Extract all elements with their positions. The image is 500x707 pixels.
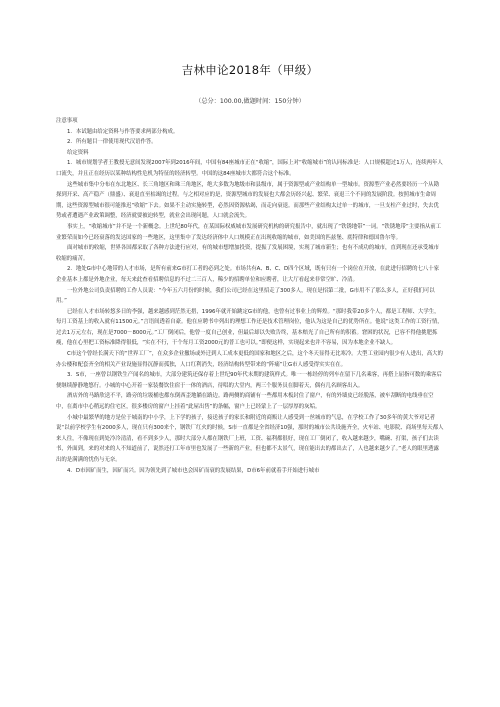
paragraph: 事实上，“收缩城市”并不是一个新概念。上世纪80年代，在某国际权威城市发展研究机构的研究报告中，就出现了“铁锈地带”一词。“铁锈地带”主要指从前工业繁荣而如今已经衰落的发达国家的一些地区，这里集中了发达经济体中人口规模正在出现收缩的城市，如美国的匹兹堡、底特律和德国鲁尔等。 xyxy=(56,223,442,241)
document-subtitle: （总分：100.00,做题时间：150分钟） xyxy=(195,98,305,105)
notice-heading: 注意事项 xyxy=(56,118,78,124)
paragraph: 已经在人才市场转悠多日的李强，越来越感到茫然无措，1996年就开始跳定G市的他，也曾有过事业上的辉煌。“那时我带20多个人，都是工程师、大学生，每月工资基上的收入就有11500元。”言语间透着自豪。他在应聘书中列出的理想工作还是技术管理岗位，他认为这是自己的优势所在。他说“这类工作的工资行情，过去1万元左右，现在是7000－8000元。”工厂倒闭后，他曾一度自己创业，但最后却以失败告终，基本赔光了自己所有的积蓄。窘困的状况，已容不得他挑肥拣瘦，他在心里把工资标准降得很低，“实在不行，干个每月工资2000元的普工也可以。”即便这样，实现起来也并不容易，因为本地企业不缺人。 xyxy=(56,308,443,347)
paragraph: 3．S市，一座曾以钢铁生产闻名的城市，大部分建筑还保存着上世纪90年代末期的建筑样式。唯一一栋经停的列车在留下几名乘客，再搭上屈指可数的乘客后便继续静静地悠行。小城的中心开着一家装餐饮住宿于一体的酒店，待唱的大堂内，两三个服务员在脚着天，偶有几名顾客出入。 xyxy=(56,372,442,389)
paragraph: 2．地处G市中心地带的人才市场，是所有前来G市打工者的必到之处。市场共有A、B、C、D四个区域，既有只有一个岗位在开放，在此进行招聘的七八十家企业基本上都是外地企业，每天来此查看招聘信息的不过二三百人，稀少的招聘单位和应聘者，让大厅看起来非常空旷、冷清。 xyxy=(56,266,440,283)
materials-heading: 给定资料 xyxy=(67,149,89,156)
paragraph: 酒店外的马路欣送不平，路旁的垃圾桶也都东倒西歪地躺在路边。路两侧的商铺有一些都用木板封住了窗户，有的外墙皮已经脱落，被车刮断的电线垂在空中，在离市中心稍远的住宅区，很多楼房的窗户上挂着“此屋出售”的条幅，窗户上已经蒙上了一层厚厚的灰垢。 xyxy=(56,393,434,411)
paragraph: 4．D市因矿而生，因矿而兴。因为领先到了城市也会因矿而衰的发展结果，D市6年前就着手开始进行城市 xyxy=(67,467,320,474)
paragraph: 小城中最繁华的地方是位于城南的中小学，上下学的孩子，接送孩子的家长和附近的商贩让人感受到一丝城市的气息，在学校工作了30多年的黄大爷对记者说“以前学校学生有2000多人，现在只有300来个，钢铁厂红火的时候，S市一直都是全省经济10强，那时的城市公共设施齐全，火车站、电影院、商场里每天都人来人往，不像现在到处冷冷清清，看不到多少人，那时大部分人都在钢铁厂上班，工资、福利都很好，现在工厂倒闭了，收入越来越少，嘴碗、打渠，孩子们去读书，外面到，来的对来的人不知道前了，说然还打工年市里也发展了一些新的产业，但也都不太景气，现在能出去的都出去了，人也越来越少了。”老人的眼里透露出的是满满的忧伤与无奈。 xyxy=(56,414,444,463)
paragraph: 面对城市的收缩，世界各国都采取了各种方法进行应对，有的城市想增加投资，提振了发展困境，实现了城市新生；也有不成功的城市，直到现在还承受城市收缩的痛苦。 xyxy=(56,245,439,262)
document-title: 吉林申论2018年（甲级） xyxy=(181,63,319,77)
notice-item: 2．所有题目一律使用现代汉语作答。 xyxy=(67,139,157,146)
paragraph: C市这个曾经长满天下的“世界工厂”，在众多企业撤场或外迁到人工成本更低的国家和地区之后，这个冬天显得无比寒冷。大型工业园内很少有人进出，高大的办公楼和配套齐全的相关产业设施显得沉静而孤独，人口红利消失，经济结构转型带来的“阵痛”让G市人感受得实实在在。 xyxy=(56,351,443,368)
paragraph: 1．城市规划学者王教授无意间发现2007年到2016年间，中国有84座城市正在“收缩”，国际上对“收缩城市”的认同标准是：人口规模超过1万人，连续两年人口流失，并且正在经历以某种结构性危机为特征的经济转型。中国的这84座城市大都符合这个标准。 xyxy=(56,160,443,177)
paragraph: 一位外地公司负责招聘的工作人员说：“今年五六月份的时候，我们公司已经在这里招走了300多人，现在是招第二批，G市用不了那么多人，正好我们可以用。” xyxy=(56,287,435,305)
document-body xyxy=(56,116,444,476)
paragraph: 这些城市集中分布在东北地区、长三角地区和珠三角地区，绝大多数为地级市和县级市，属于资源型或产业结构单一型城市。资源型产业必然要经历一个从勘探到开采、高产稳产（鼎盛）、衰退直至枯竭的过程。与之相对应的是，资源型城市的发展也大都会历经兴起、繁荣、衰退三个不同的发展阶段。按照城市生命周期，这些资源型城市很可能推迟“收缩”下去。如果不主动实施转型，必然因资源枯竭，而走向衰退。而那些产业结构太过单一的城市，一旦支柱产业过时，失去优势或者遭遇产业政策调整，经济就要被迫转型，就业会出现问题，人口就会流失。 xyxy=(56,181,439,220)
notice-item: 1．本试题由给定资料与作答要求两部分构成。 xyxy=(67,128,179,135)
